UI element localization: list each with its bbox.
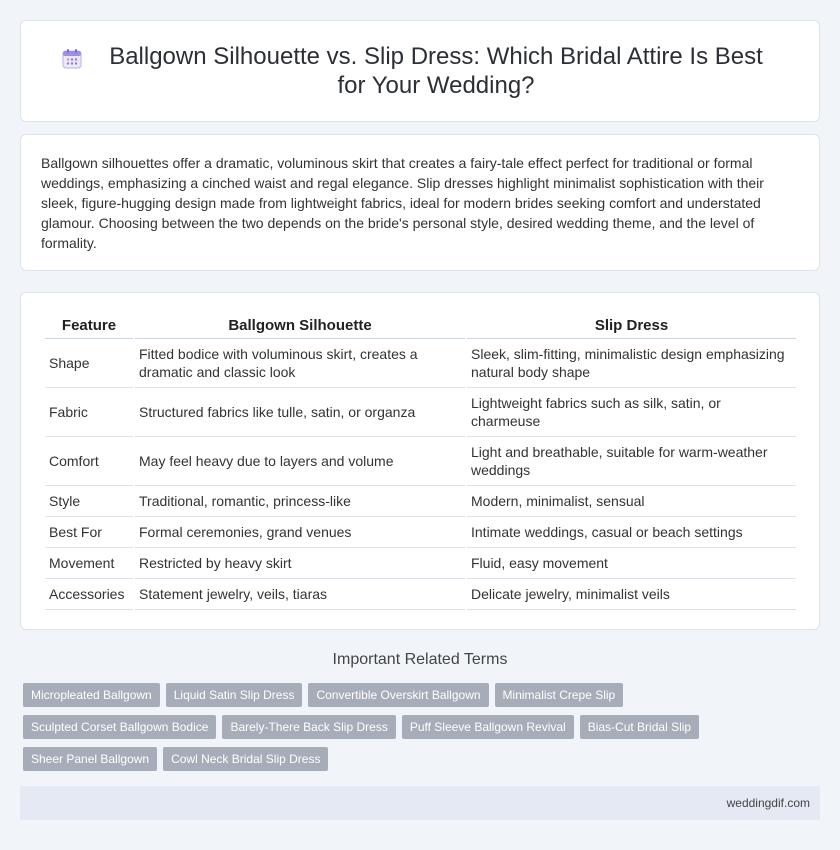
related-terms-list: [23, 683, 823, 779]
ballgown-cell: Fitted bodice with voluminous skirt, creates a dramatic and classic look: [135, 339, 465, 388]
slip-cell: Fluid, easy movement: [467, 548, 796, 579]
title-card: [20, 20, 820, 122]
slip-cell: Sleek, slim-fitting, minimalistic design emphasizing natural body shape: [467, 339, 796, 388]
ballgown-cell: May feel heavy due to layers and volume: [135, 437, 465, 486]
feature-cell: Best For: [45, 517, 133, 548]
related-term-tag[interactable]: Liquid Satin Slip Dress: [166, 683, 303, 707]
table-header-row: [45, 313, 796, 339]
comparison-table: [43, 313, 798, 610]
feature-cell: Shape: [45, 339, 133, 388]
related-terms-heading: Important Related Terms: [332, 651, 508, 668]
footer: [20, 786, 820, 820]
footer-site-link[interactable]: weddingdif.com: [726, 796, 810, 810]
feature-cell: Fabric: [45, 388, 133, 437]
header-slip-dress: Slip Dress: [467, 313, 796, 339]
slip-cell: Light and breathable, suitable for warm-weather weddings: [467, 437, 796, 486]
table-row: [45, 548, 796, 579]
related-term-tag[interactable]: Sculpted Corset Ballgown Bodice: [23, 715, 216, 739]
header-ballgown: Ballgown Silhouette: [135, 313, 465, 339]
feature-cell: Comfort: [45, 437, 133, 486]
table-row: [45, 579, 796, 610]
table-row: [45, 486, 796, 517]
slip-cell: Intimate weddings, casual or beach settings: [467, 517, 796, 548]
table-row: [45, 388, 796, 437]
ballgown-cell: Traditional, romantic, princess-like: [135, 486, 465, 517]
feature-cell: Movement: [45, 548, 133, 579]
table-row: [45, 437, 796, 486]
slip-cell: Modern, minimalist, sensual: [467, 486, 796, 517]
feature-cell: Style: [45, 486, 133, 517]
related-term-tag[interactable]: Barely-There Back Slip Dress: [222, 715, 395, 739]
page-title: Ballgown Silhouette vs. Slip Dress: Which Bridal Attire Is Best for Your Wedding?: [109, 43, 763, 99]
related-term-tag[interactable]: Puff Sleeve Ballgown Revival: [402, 715, 574, 739]
related-term-tag[interactable]: Micropleated Ballgown: [23, 683, 160, 707]
table-row: [45, 339, 796, 388]
related-term-tag[interactable]: Cowl Neck Bridal Slip Dress: [163, 747, 328, 771]
header-feature: Feature: [45, 313, 133, 339]
calendar-icon: [61, 48, 83, 70]
ballgown-cell: Statement jewelry, veils, tiaras: [135, 579, 465, 610]
comparison-card: [20, 292, 820, 630]
ballgown-cell: Structured fabrics like tulle, satin, or organza: [135, 388, 465, 437]
related-term-tag[interactable]: Sheer Panel Ballgown: [23, 747, 157, 771]
intro-text: Ballgown silhouettes offer a dramatic, voluminous skirt that creates a fairy-tale effect perfect for traditional or formal weddings, emphasizing a cinched waist and regal elegance. Slip dresses highlight minimalist sophistication with their sleek, figure-hugging design made from lightweight fabrics, ideal for modern brides seeking comfort and understated glamour. Choosing between the two depends on the bride's personal style, desired wedding theme, and the level of formality.: [41, 155, 764, 251]
slip-cell: Lightweight fabrics such as silk, satin, or charmeuse: [467, 388, 796, 437]
related-term-tag[interactable]: Bias-Cut Bridal Slip: [580, 715, 699, 739]
feature-cell: Accessories: [45, 579, 133, 610]
slip-cell: Delicate jewelry, minimalist veils: [467, 579, 796, 610]
ballgown-cell: Restricted by heavy skirt: [135, 548, 465, 579]
related-term-tag[interactable]: Minimalist Crepe Slip: [495, 683, 624, 707]
title-wrap: [61, 42, 779, 100]
related-term-tag[interactable]: Convertible Overskirt Ballgown: [308, 683, 488, 707]
ballgown-cell: Formal ceremonies, grand venues: [135, 517, 465, 548]
table-row: [45, 517, 796, 548]
intro-card: [20, 134, 820, 271]
